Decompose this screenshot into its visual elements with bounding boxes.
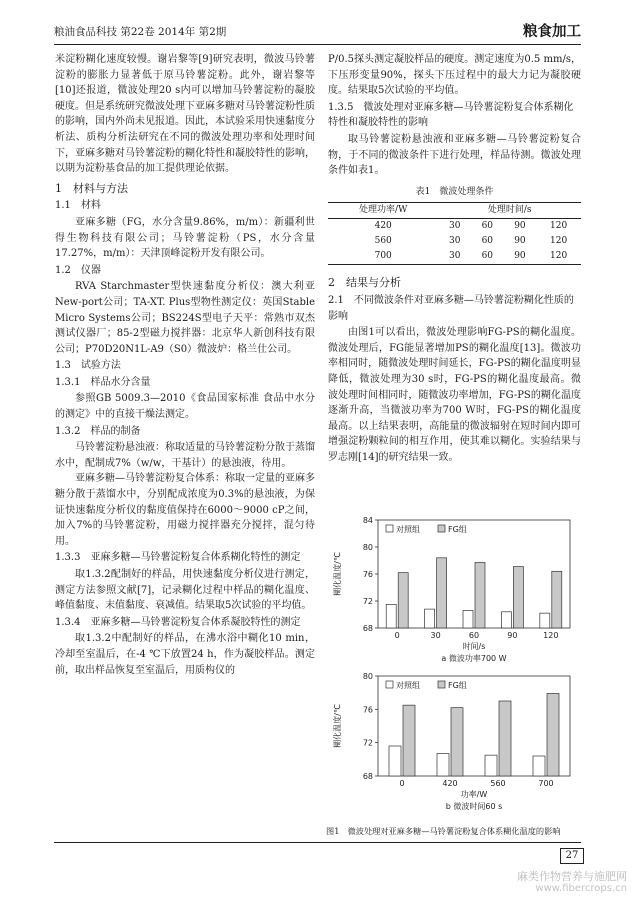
right-column xyxy=(328,52,581,465)
table-header-power: 处理功率/W xyxy=(328,203,438,219)
page-number: 27 xyxy=(560,848,584,864)
paragraph: 参照GB 5009.3—2010《食品国家标准 食品中水分的测定》中的直接干燥法测定。 xyxy=(55,393,315,421)
table-cell: 30 xyxy=(438,249,471,265)
chart-subtitle: b 微波时间60 s xyxy=(445,802,503,811)
y-tick-label: 76 xyxy=(362,570,373,579)
subsection-heading: 1.1 材料 xyxy=(55,200,101,212)
x-tick-label: 30 xyxy=(430,631,441,640)
subsection-heading: 1.3 试验方法 xyxy=(55,360,121,372)
paragraph: RVA Starchmaster型快速黏度分析仪：澳大利亚New-port公司；TA-XT. Plus型物性测定仪：英国Stable Micro Systems公司；BS224S型电子天平：常熟市双杰测试仪器厂；85-2型磁力搅拌器：北京华人新创科技有限公司；P70D20N1L-A9（S0）微波炉：格兰仕公司。 xyxy=(55,281,315,355)
x-tick-label: 560 xyxy=(490,779,506,788)
x-tick-label: 120 xyxy=(543,631,559,640)
x-tick-label: 90 xyxy=(507,631,518,640)
bar-fg xyxy=(398,573,408,628)
y-tick-label: 76 xyxy=(362,705,373,715)
x-axis-label: 功率/W xyxy=(460,790,488,799)
y-tick-label: 80 xyxy=(362,543,373,552)
y-axis-label: 糊化温度/℃ xyxy=(333,704,342,748)
subsection-heading: 1.3.4 亚麻多糖—马铃薯淀粉复合体系凝胶特性的测定 xyxy=(55,616,301,628)
legend-label: FG组 xyxy=(448,525,467,534)
section-heading: 1 材料与方法 xyxy=(55,181,128,195)
bar-control xyxy=(540,613,550,628)
table-title: 表1 微波处理条件 xyxy=(415,186,494,197)
subsection-heading: 1.3.5 微波处理对亚麻多糖—马铃薯淀粉复合体系糊化特性和凝胶特性的影响 xyxy=(328,101,574,129)
subsection-heading: 1.3.1 样品水分含量 xyxy=(55,376,151,388)
legend-label: 对照组 xyxy=(396,525,420,534)
table-cell: 700 xyxy=(328,249,438,265)
table-cell: 90 xyxy=(504,249,537,265)
bar-fg xyxy=(499,701,511,776)
table-cell: 120 xyxy=(550,236,568,247)
y-tick-label: 80 xyxy=(362,672,373,681)
paragraph: 亚麻多糖（FG，水分含量9.86%，m/m）：新疆利世得生物科技有限公司；马铃薯淀粉（PS，水分含量17.27%，m/m）：天津顶峰淀粉开发有限公司。 xyxy=(55,216,315,260)
microwave-conditions-table xyxy=(328,202,581,265)
table-cell: 420 xyxy=(328,219,438,235)
paragraph: 亚麻多糖—马铃薯淀粉复合体系：称取一定量的亚麻多糖分散于蒸馏水中，分别配成浓度为0.3%的悬浊液，为保证快速黏度分析仪的黏度值保持在6000～9000 cP之间，加入7%的马铃薯淀粉，用磁力搅拌器充分搅拌，混匀待用。 xyxy=(55,473,315,547)
table-cell: 30 xyxy=(448,236,461,247)
bar-fg xyxy=(475,563,485,628)
x-tick-label: 420 xyxy=(442,779,458,788)
table-cell: 60 xyxy=(471,219,504,235)
legend-label: FG组 xyxy=(448,681,467,690)
paragraph: 马铃薯淀粉悬浊液：称取适量的马铃薯淀粉分散于蒸馏水中，配制成7%（w/w，干基计）的悬浊液，待用。 xyxy=(55,442,315,469)
table-row xyxy=(328,249,581,265)
subsection-heading: 1.3.2 样品的制备 xyxy=(55,425,141,437)
y-tick-label: 84 xyxy=(362,516,373,525)
journal-info: 粮油食品科技 第22卷 2014年 第2期 xyxy=(54,26,227,38)
bar-control xyxy=(386,604,396,628)
table-cell: 60 xyxy=(471,249,504,265)
watermark-text: 麻类作物营养与施肥网 xyxy=(517,870,627,883)
subsection-heading: 2.1 不同微波条件对亚麻多糖—马铃薯淀粉糊化性质的影响 xyxy=(328,294,574,322)
section-heading: 2 结果与分析 xyxy=(328,276,401,290)
bar-control xyxy=(389,746,401,776)
bar-fg xyxy=(437,558,447,628)
watermark-url: www.fibercrops.cn xyxy=(535,883,627,894)
legend-label: 对照组 xyxy=(396,681,420,690)
table-cell: 120 xyxy=(536,219,581,235)
bar-fg xyxy=(451,708,463,776)
table-cell: 90 xyxy=(504,219,537,235)
figure-caption: 图1 微波处理对亚麻多糖—马铃薯淀粉复合体系糊化温度的影响 xyxy=(326,826,561,836)
table-cell: 60 xyxy=(481,236,494,247)
table-header-time: 处理时间/s xyxy=(438,203,581,219)
bar-control xyxy=(501,612,511,628)
x-axis-label: 时间/s xyxy=(462,642,486,651)
legend-swatch xyxy=(438,525,445,532)
bar-control xyxy=(485,755,497,776)
chart-subtitle: a 微波功率700 W xyxy=(441,654,507,663)
paragraph: P/0.5探头测定凝胶样品的硬度。测定速度为0.5 mm/s，下压形变量90%，探头下压过程中的最大力记为凝胶硬度。结果取5次试验的平均值。 xyxy=(328,54,581,97)
y-tick-label: 72 xyxy=(362,738,373,748)
table-row xyxy=(328,219,581,235)
x-tick-label: 0 xyxy=(394,631,400,640)
legend-swatch xyxy=(386,681,393,688)
table-row xyxy=(328,234,581,249)
bar-control xyxy=(425,609,435,628)
bar-fg xyxy=(552,571,562,628)
bar-fg xyxy=(513,567,523,628)
paragraph: 取马铃薯淀粉悬浊液和亚麻多糖—马铃薯淀粉复合物，于不同的微波条件下进行处理，样品待测。微波处理条件如表1。 xyxy=(328,133,581,177)
bar-fg xyxy=(547,694,559,777)
section-title: 粮食加工 xyxy=(523,23,581,40)
legend-swatch xyxy=(438,681,445,688)
bar-fg xyxy=(403,705,415,776)
table-cell: 120 xyxy=(536,249,581,265)
bar-control xyxy=(437,754,449,777)
y-tick-label: 68 xyxy=(362,772,373,781)
paragraph: 米淀粉糊化速度较慢。谢岩黎等[9]研究表明，微波马铃薯淀粉的膨胀力显著低于原马铃薯淀粉。此外，谢岩黎等[10]还报道，微波处理20 s内可以增加马铃薯淀粉的凝胶硬度。但是系统研究微波处理下亚麻多糖对马铃薯淀粉性质的影响，国内外尚未见报道。因此，本试验采用快速黏度分析法、质构分析法研究在不同的微波处理功率和处理时间下，亚麻多糖对马铃薯淀粉的糊化特性和凝胶特性的影响，以期为淀粉基食品的加工提供理论依据。 xyxy=(55,54,315,175)
x-tick-label: 60 xyxy=(468,631,480,640)
bar-control xyxy=(463,610,473,628)
bar-control xyxy=(533,756,545,776)
table-cell: 30 xyxy=(438,219,471,235)
subsection-heading: 1.3.3 亚麻多糖—马铃薯淀粉复合体系糊化特性的测定 xyxy=(55,552,301,564)
footer-rule xyxy=(54,842,581,843)
paragraph: 由图1可以看出，微波处理影响FG-PS的糊化温度。微波处理后，FG能显著增加PS的糊化温度[13]。微波功率相同时，随微波处理时间延长，FG-PS的糊化温度明显降低，微波处理为30 s时，FG-PS的糊化温度最高。微波处理时间相同时，随微波功率增加，FG-PS的糊化温度逐渐升高，当微波功率为700 W时，FG-PS的糊化温度最高。以上结果表明，高能量的微波辐射在短时间内即可增强淀粉颗粒间的相互作用，使其难以糊化。实验结果与罗志刚[14]的研究结果一致。 xyxy=(328,327,581,463)
running-header xyxy=(54,20,581,46)
header-rule xyxy=(54,44,581,45)
subsection-heading: 1.2 仪器 xyxy=(55,264,101,276)
y-tick-label: 72 xyxy=(362,597,373,606)
y-tick-label: 68 xyxy=(362,624,373,633)
legend-swatch xyxy=(386,525,393,532)
y-axis-label: 糊化温度/℃ xyxy=(333,552,342,596)
table-cell: 560 xyxy=(374,236,392,247)
left-column xyxy=(55,52,315,678)
figure-1 xyxy=(326,508,582,820)
x-tick-label: 700 xyxy=(538,779,554,788)
paragraph: 取1.3.2中配制好的样品，在沸水浴中糊化10 min，冷却至室温后，在-4 ℃下放置24 h，作为凝胶样品。测定前，取出样品恢复至室温后，用质构仪的 xyxy=(55,633,315,676)
paragraph: 取1.3.2配制好的样品，用快速黏度分析仪进行测定，测定方法参照文献[7]，记录糊化过程中样品的糊化温度、峰值黏度、末值黏度、衰减值。结果取5次试验的平均值。 xyxy=(55,569,315,612)
table-cell: 90 xyxy=(514,236,526,247)
x-tick-label: 0 xyxy=(399,779,405,788)
figure-1-charts xyxy=(326,508,582,820)
